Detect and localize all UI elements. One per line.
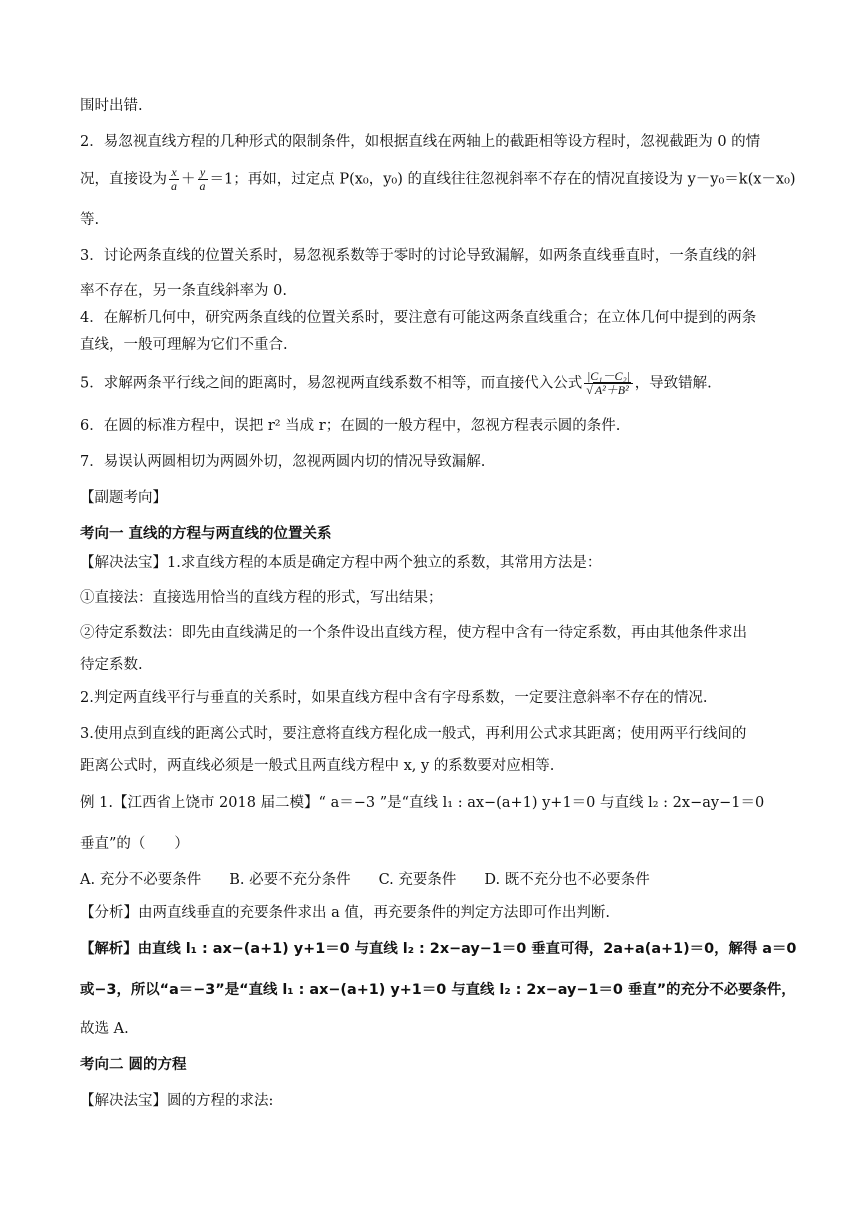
text-line: 7．易误认两圆相切为两圆外切，忽视两圆内切的情况导致漏解. [80,454,486,470]
text-line: 围时出错. [80,98,143,114]
text-line: ①直接法：直接选用恰当的直线方程的形式，写出结果； [80,590,443,606]
text-line: 直线，一般可理解为它们不重合. [80,337,288,353]
text-line: 率不存在，另一条直线斜率为 0. [80,283,287,299]
option-b: B. 必要不充分条件 [229,872,351,888]
plus-sign: ＋ [181,171,196,188]
text-line-with-formula [80,370,712,397]
fraction-y-over-a: $\frac{y}{a}$ [199,165,206,193]
text-run: 况，直接设为 [80,171,167,188]
text-run: 5．求解两条平行线之间的距离时，易忽视两直线系数不相等，而直接代入公式 [80,375,583,392]
text-line: 【解决法宝】1.求直线方程的本质是确定方程中两个独立的系数，其常用方法是： [80,555,602,571]
text-line: 垂直”的（ ） [80,836,189,852]
text-line: 【解决法宝】圆的方程的求法: [80,1093,274,1109]
text-line-with-fractions [80,166,796,193]
distance-formula-fraction: $\frac{\text{|C₁－C₂|}}{\text{√ A²＋B²}}$ [584,370,632,397]
text-line: 等. [80,212,100,228]
option-c: C. 充要条件 [378,872,457,888]
section-heading: 【副题考向】 [80,490,167,506]
section-title: 考向二 圆的方程 [80,1056,187,1073]
text-line: 2．易忽视直线方程的几种形式的限制条件，如根据直线在两轴上的截距相等设方程时，忽视截距为 0 的情 [80,134,761,150]
solution-line: 或−3，所以“a＝−3”是“直线 l₁ : ax−(a+1) y+1＝0 与直线 l₂ : 2x−ay−1＝0 垂直”的充分不必要条件， [80,982,796,998]
example-line: 例 1.【江西省上饶市 2018 届二模】“ a＝−3 ”是“直线 l₁ : ax−(a+1) y+1＝0 与直线 l₂ : 2x−ay−1＝0 [80,795,765,811]
text-line: 3．讨论两条直线的位置关系时，易忽视系数等于零时的讨论导致漏解，如两条直线垂直时，一条直线的斜 [80,248,757,264]
analysis-line: 【分析】由两直线垂直的充要条件求出 a 值，再充要条件的判定方法即可作出判断. [80,905,610,921]
solution-line: 【解析】由直线 l₁ : ax−(a+1) y+1＝0 与直线 l₂ : 2x−ay−1＝0 垂直可得，2a+a(a+1)＝0，解得 a＝0 [80,941,797,957]
fraction-x-over-a: $\frac{x}{a}$ [171,165,177,193]
text-line: 4．在解析几何中，研究两条直线的位置关系时，要注意有可能这两条直线重合；在立体几何中提到的两条 [80,310,757,326]
option-d: D. 既不充分也不必要条件 [484,872,650,888]
text-line: 故选 A. [80,1021,129,1037]
text-line: 待定系数. [80,657,143,673]
section-title: 考向一 直线的方程与两直线的位置关系 [80,525,332,542]
text-run: ＝1；再如，过定点 P(x₀，y₀) 的直线往往忽视斜率不存在的情况直接设为 y－y₀＝k(x－x₀) [209,171,796,188]
text-line: 3.使用点到直线的距离公式时，要注意将直线方程化成一般式，再利用公式求其距离；使用两平行线间的 [80,726,747,742]
text-line: 距离公式时，两直线必须是一般式且两直线方程中 x, y 的系数要对应相等. [80,758,555,774]
text-run: ，导致错解. [634,375,712,392]
text-line: ②待定系数法：即先由直线满足的一个条件设出直线方程，使方程中含有一待定系数，再由其他条件求出 [80,625,747,641]
text-line: 6．在圆的标准方程中，误把 r² 当成 r；在圆的一般方程中，忽视方程表示圆的条件. [80,418,621,434]
text-line: 2.判定两直线平行与垂直的关系时，如果直线方程中含有字母系数，一定要注意斜率不存在的情况. [80,690,708,706]
answer-options [80,870,678,890]
option-a: A. 充分不必要条件 [80,872,202,888]
